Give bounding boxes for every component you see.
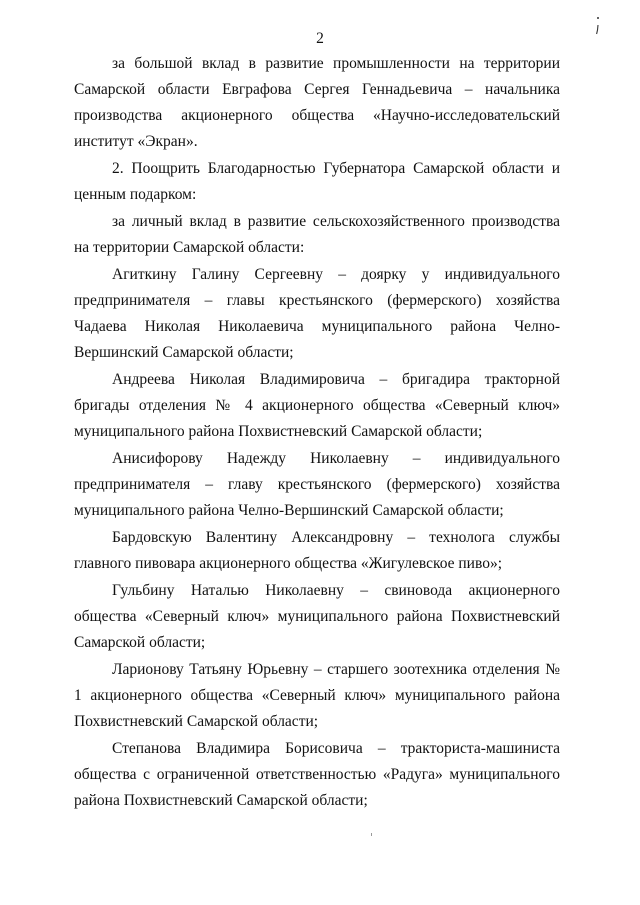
scan-dot <box>371 833 372 836</box>
page-number: 2 <box>316 30 324 47</box>
corner-mark <box>594 16 602 38</box>
paragraph-stepanov: Степанова Владимира Борисовича – тракториста-машиниста общества с ограниченной ответственностью «Радуга» муниципального района Похвистневский Самарской области; <box>74 740 560 809</box>
paragraph-gulbina: Гульбину Наталью Николаевну – свиновода акционерного общества «Северный ключ» муниципального района Похвистневский Самарской области; <box>74 582 560 651</box>
document-body <box>74 51 560 814</box>
paragraph-anisiforova: Анисифорову Надежду Николаевну – индивидуального предпринимателя – главу крестьянского (фермерского) хозяйства муниципального района Челно-Вершинский Самарской области; <box>74 450 560 519</box>
paragraph-award-evgrafov: за большой вклад в развитие промышленности на территории Самарской области Евграфова Сергея Геннадьевича – начальника производства акционерного общества «Научно-исследовательский институт «Экран». <box>74 55 560 150</box>
paragraph-andreev: Андреева Николая Владимировича – бригадира тракторной бригады отделения № 4 акционерного общества «Северный ключ» муниципального района Похвистневский Самарской области; <box>74 371 560 440</box>
paragraph-agriculture-intro: за личный вклад в развитие сельскохозяйственного производства на территории Самарской области: <box>74 213 560 256</box>
paragraph-section-2: 2. Поощрить Благодарностью Губернатора Самарской области и ценным подарком: <box>74 160 560 203</box>
paragraph-agitkina: Агиткину Галину Сергеевну – доярку у индивидуального предпринимателя – главы крестьянского (фермерского) хозяйства Чадаева Николая Николаевича муниципального района Челно-Вершинский Самарской области; <box>74 266 560 361</box>
paragraph-larionova: Ларионову Татьяну Юрьевну – старшего зоотехника отделения № 1 акционерного общества «Северный ключ» муниципального района Похвистневский Самарской области; <box>74 661 560 730</box>
paragraph-bardovskaya: Бардовскую Валентину Александровну – технолога службы главного пивовара акционерного общества «Жигулевское пиво»; <box>74 529 560 572</box>
